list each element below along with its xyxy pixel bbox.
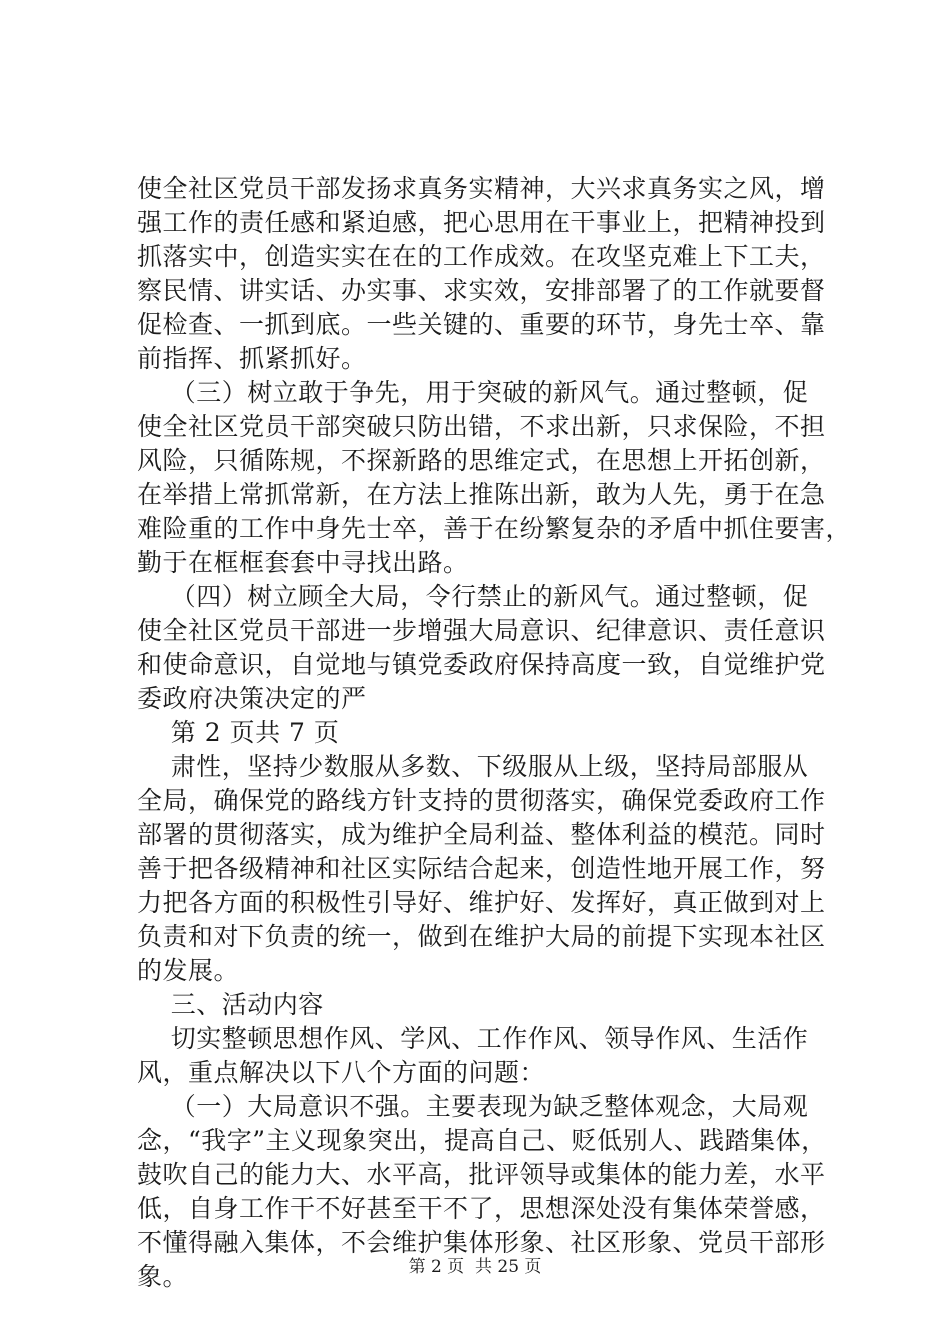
text-line: 促检查、一抓到底。一些关键的、重要的环节，身先士卒、靠 — [137, 310, 826, 339]
text-line: 念，“我字”主义现象突出，提高自己、贬低别人、践踏集体， — [137, 1126, 827, 1155]
text-line: 风险，只循陈规，不探新路的思维定式，在思想上开拓创新， — [137, 446, 826, 475]
text-line: 前指挥、抓紧抓好。 — [137, 344, 367, 373]
text-line: 全局，确保党的路线方针支持的贯彻落实，确保党委政府工作 — [137, 786, 826, 815]
text-line: 察民情、讲实话、办实事、求实效，安排部署了的工作就要督 — [137, 276, 826, 305]
text-line: 使全社区党员干部突破只防出错，不求出新，只求保险，不担 — [137, 412, 826, 441]
text-line: 低，自身工作干不好甚至干不了，思想深处没有集体荣誉感， — [137, 1194, 826, 1223]
text-line: 部署的贯彻落实，成为维护全局利益、整体利益的模范。同时 — [137, 820, 826, 849]
text-line: 的发展。 — [137, 956, 240, 985]
text-line: （一）大局意识不强。主要表现为缺乏整体观念，大局观 — [137, 1092, 809, 1121]
text-line: 使全社区党员干部进一步增强大局意识、纪律意识、责任意识 — [137, 616, 826, 645]
text-line: 善于把各级精神和社区实际结合起来，创造性地开展工作，努 — [137, 854, 826, 883]
text-line: 切实整顿思想作风、学风、工作作风、领导作风、生活作 — [137, 1024, 809, 1053]
text-line: 难险重的工作中身先士卒，善于在纷繁复杂的矛盾中抓住要害， — [137, 514, 852, 543]
text-line: （四）树立顾全大局，令行禁止的新风气。通过整顿，促 — [137, 582, 809, 611]
text-line: 使全社区党员干部发扬求真务实精神，大兴求真务实之风，增 — [137, 174, 826, 203]
text-line: 负责和对下负责的统一，做到在维护大局的前提下实现本社区 — [137, 922, 826, 951]
text-line: 力把各方面的积极性引导好、维护好、发挥好，真正做到对上 — [137, 888, 826, 917]
text-line: 不懂得融入集体，不会维护集体形象、社区形象、党员干部形 — [137, 1228, 826, 1257]
text-line: 肃性，坚持少数服从多数、下级服从上级，坚持局部服从 — [137, 752, 809, 781]
text-line: 风，重点解决以下八个方面的问题： — [137, 1058, 546, 1087]
text-line: 强工作的责任感和紧迫感，把心思用在干事业上，把精神投到 — [137, 208, 826, 237]
text-line: 和使命意识，自觉地与镇党委政府保持高度一致，自觉维护党 — [137, 650, 826, 679]
inline-page-marker: 第 2 页共 7 页 — [137, 718, 340, 747]
text-line: 抓落实中，创造实实在在的工作成效。在攻坚克难上下工夫， — [137, 242, 826, 271]
text-line: 勤于在框框套套中寻找出路。 — [137, 548, 469, 577]
document-body — [137, 172, 852, 1294]
text-line: 在举措上常抓常新，在方法上推陈出新，敢为人先，勇于在急 — [137, 480, 826, 509]
page-footer: 第 2 页 共 25 页 — [408, 1257, 542, 1277]
text-line: （三）树立敢于争先，用于突破的新风气。通过整顿，促 — [137, 378, 809, 407]
section-heading: 三、活动内容 — [137, 990, 324, 1019]
text-line: 象。 — [137, 1262, 189, 1291]
text-line: 委政府决策决定的严 — [137, 684, 367, 713]
text-line: 鼓吹自己的能力大、水平高，批评领导或集体的能力差，水平 — [137, 1160, 826, 1189]
